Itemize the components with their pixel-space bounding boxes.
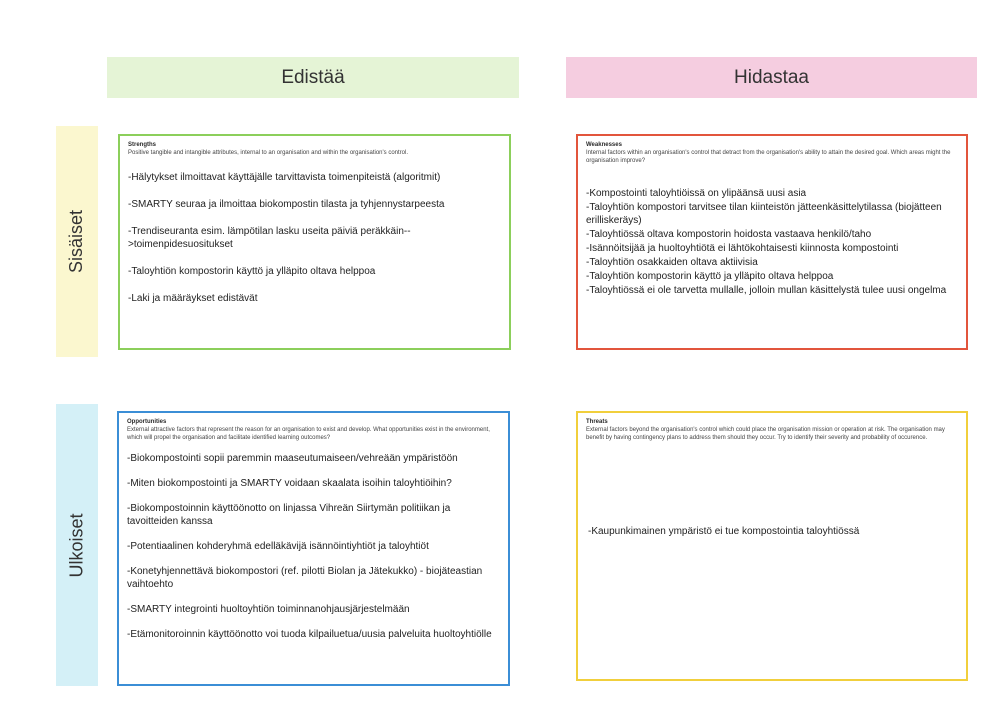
row-header-external: [56, 404, 98, 686]
threats-title: Threats: [586, 419, 608, 425]
weaknesses-item: -Taloyhtiön kompostorin käyttö ja ylläpito oltava helppoa: [586, 271, 834, 282]
strengths-item: -Laki ja määräykset edistävät: [128, 293, 258, 304]
opportunities-title: Opportunities: [127, 419, 167, 425]
weaknesses-item: -Kompostointi taloyhtiöissä on ylipäänsä uusi asia: [586, 188, 807, 199]
strengths-item: -SMARTY seuraa ja ilmoittaa biokompostin tilasta ja tyhjennystarpeesta: [128, 199, 445, 210]
weaknesses-item: -Taloyhtiön osakkaiden oltava aktiivisia: [586, 257, 758, 268]
column-header-hinders-label: Hidastaa: [734, 66, 809, 88]
weaknesses-item: -Taloyhtiössä ei ole tarvetta mullalle, jolloin mullan käsittelystä tulee uusi ongelma: [586, 285, 947, 296]
weaknesses-box: [576, 134, 968, 350]
opportunities-item: -Biokompostointi sopii paremmin maaseutumaiseen/vehreään ympäristöön: [127, 453, 458, 464]
threats-description: External factors beyond the organisation's control which could place the organisation mission or operation at risk. The organisation may benefit by having contingency plans to address them should they occur. Try to identify their severity and probability of occurence.: [586, 427, 945, 441]
column-header-promotes: [107, 57, 519, 98]
opportunities-item: -Biokompostoinnin käyttöönotto on linjassa Vihreän Siirtymän politiikan ja tavoitteiden kanssa: [127, 503, 451, 527]
threats-item: -Kaupunkimainen ympäristö ei tue kompostointia taloyhtiössä: [588, 526, 860, 537]
row-header-internal: [56, 126, 98, 357]
opportunities-list: [127, 452, 500, 641]
threats-box: [576, 411, 968, 681]
weaknesses-item: -Taloyhtiön kompostori tarvitsee tilan kiinteistön jätteenkäsittelytilassa (biojätteen erilliskeräys): [586, 202, 942, 226]
opportunities-item: -SMARTY integrointi huoltoyhtiön toiminnanohjausjärjestelmään: [127, 604, 410, 615]
weaknesses-item: -Taloyhtiössä oltava kompostorin hoidosta vastaava henkilö/taho: [586, 229, 872, 240]
opportunities-item: -Etämonitoroinnin käyttöönotto voi tuoda kilpailuetua/uusia palveluita huoltoyhtiölle: [127, 629, 492, 640]
row-header-external-label: Ulkoiset: [66, 512, 87, 578]
column-header-hinders: [566, 57, 977, 98]
strengths-box: [118, 134, 511, 350]
strengths-item: -Trendiseuranta esim. lämpötilan lasku useita päiviä peräkkäin-->toimenpidesuositukset: [128, 226, 411, 250]
strengths-item: -Taloyhtiön kompostorin käyttö ja ylläpito oltava helppoa: [128, 266, 376, 277]
strengths-description: Positive tangible and intangible attributes, internal to an organisation and within the organisation's control.: [128, 150, 408, 156]
column-header-promotes-label: Edistää: [281, 66, 345, 88]
weaknesses-title: Weaknesses: [586, 142, 622, 148]
strengths-item: -Hälytykset ilmoittavat käyttäjälle tarvittavista toimenpiteistä (algoritmit): [128, 172, 441, 183]
opportunities-item: -Potentiaalinen kohderyhmä edelläkävijä isännöintiyhtiöt ja taloyhtiöt: [127, 541, 429, 552]
weaknesses-description: Internal factors within an organisation's control that detract from the organisation's ability to attain the desired goal. Which areas might the organisation improve?: [586, 150, 951, 164]
strengths-title: Strengths: [128, 142, 157, 148]
opportunities-box: [117, 411, 510, 686]
strengths-list: [128, 171, 501, 305]
row-header-internal-label: Sisäiset: [66, 209, 87, 274]
weaknesses-item: -Isännöitsijää ja huoltoyhtiötä ei lähtökohtaisesti kiinnosta kompostointi: [586, 243, 899, 254]
opportunities-item: -Miten biokompostointi ja SMARTY voidaan skaalata isoihin taloyhtiöihin?: [127, 478, 452, 489]
opportunities-description: External attractive factors that represent the reason for an organisation to exist and develop. What opportunities exist in the environment, which will propel the organisation and facilitate identified learning outcomes?: [127, 427, 490, 441]
opportunities-item: -Konetyhjennettävä biokompostori (ref. pilotti Biolan ja Jätekukko) - biojäteastian vaihtoehto: [127, 566, 483, 590]
weaknesses-list: [586, 187, 958, 297]
threats-list: [586, 525, 958, 538]
